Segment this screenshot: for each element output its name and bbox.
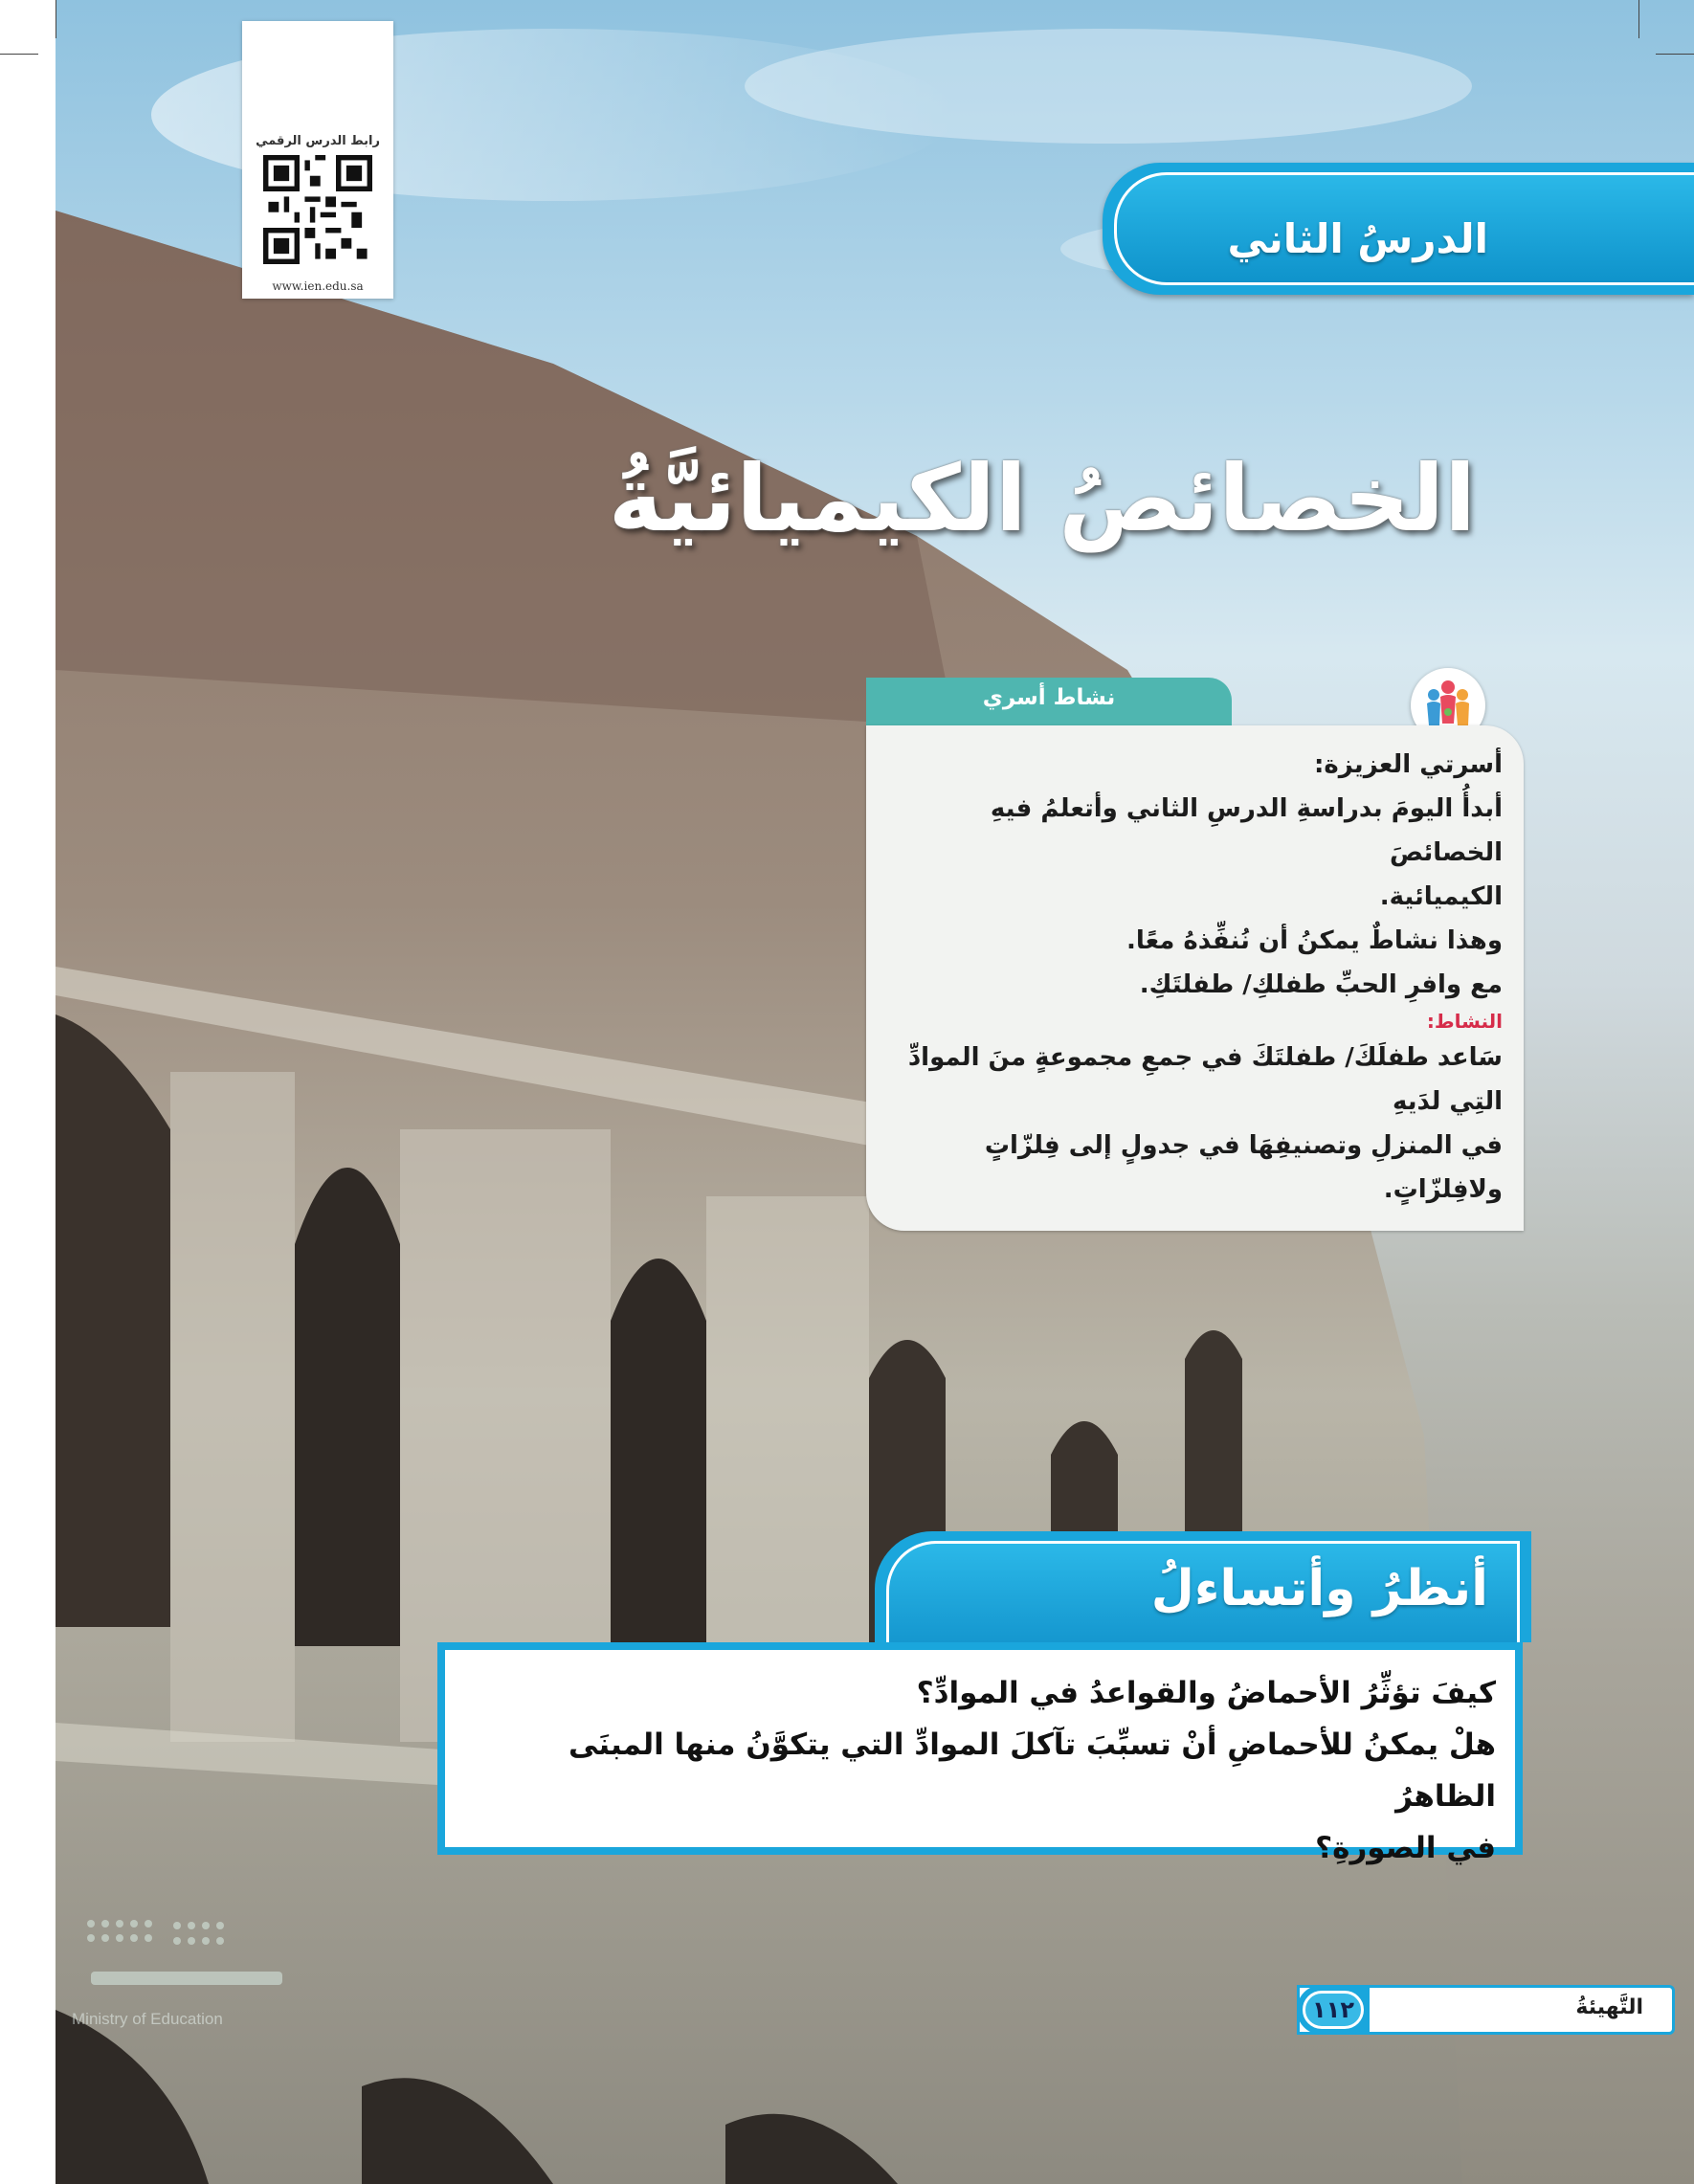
crop-mark — [0, 54, 38, 55]
question-line: في الصورةِ؟ — [1315, 1831, 1496, 1865]
family-line: الكيميائية. — [1379, 882, 1503, 911]
ministry-logo — [72, 1905, 311, 2039]
footer-label: التَّهيئةُ — [1575, 1995, 1643, 2019]
family-line: أبدأُ اليومَ بدراسةِ الدرسِ الثاني وأتعلمُ فيهِ الخصائصَ — [990, 794, 1503, 867]
page-number: ١١٢ — [1303, 1991, 1364, 2029]
questions-box — [437, 1642, 1523, 1865]
qr-label: رابط الدرس الرقمي — [256, 134, 380, 148]
family-line: أسرتي العزيزة: — [1314, 750, 1503, 779]
question-line: كيفَ تؤثِّرُ الأحماضُ والقواعدُ في الموادِّ؟ — [916, 1676, 1496, 1710]
ministry-label: Ministry of Education — [72, 2010, 223, 2028]
question-line: هلْ يمكنُ للأحماضِ أنْ تسبِّبَ تآكلَ الموادِّ التي يتكوَّنُ منها المبنَى الظاهرُ — [568, 1727, 1496, 1814]
page-title: الخصائصُ الكيميائيَّةُ — [608, 445, 1476, 552]
qr-card — [242, 21, 393, 299]
activity-label: النشاط: — [1426, 1010, 1503, 1033]
family-activity-tab-label: نشاط أسري — [982, 685, 1116, 710]
family-activity-box — [866, 725, 1524, 1231]
page-number-badge — [1297, 1985, 1370, 2035]
crop-mark — [1656, 54, 1694, 55]
family-activity-tab — [866, 678, 1232, 725]
qr-url[interactable]: www.ien.edu.sa — [272, 279, 364, 293]
qr-code-icon[interactable] — [263, 155, 372, 264]
look-wonder-title: أنظرُ وأتساءلُ — [1150, 1560, 1488, 1617]
activity-line: في المنزلِ وتصنيفِهَا في جدولٍ إلى فِلزّاتٍ ولافِلزّاتٍ. — [984, 1131, 1503, 1204]
crop-mark — [1638, 0, 1639, 38]
lesson-label: الدرسُ الثاني — [1227, 215, 1488, 262]
family-line: مع وافرِ الحبِّ طفلكِ/ طفلتَكِ. — [1139, 970, 1503, 999]
activity-line: سَاعد طفلَكَ/ طفلتَكَ في جمعِ مجموعةٍ منَ الموادِّ التِي لدَيهِ — [907, 1043, 1503, 1116]
family-line: وهذا نشاطٌ يمكنُ أن نُنفِّذهُ معًا. — [1126, 926, 1503, 955]
